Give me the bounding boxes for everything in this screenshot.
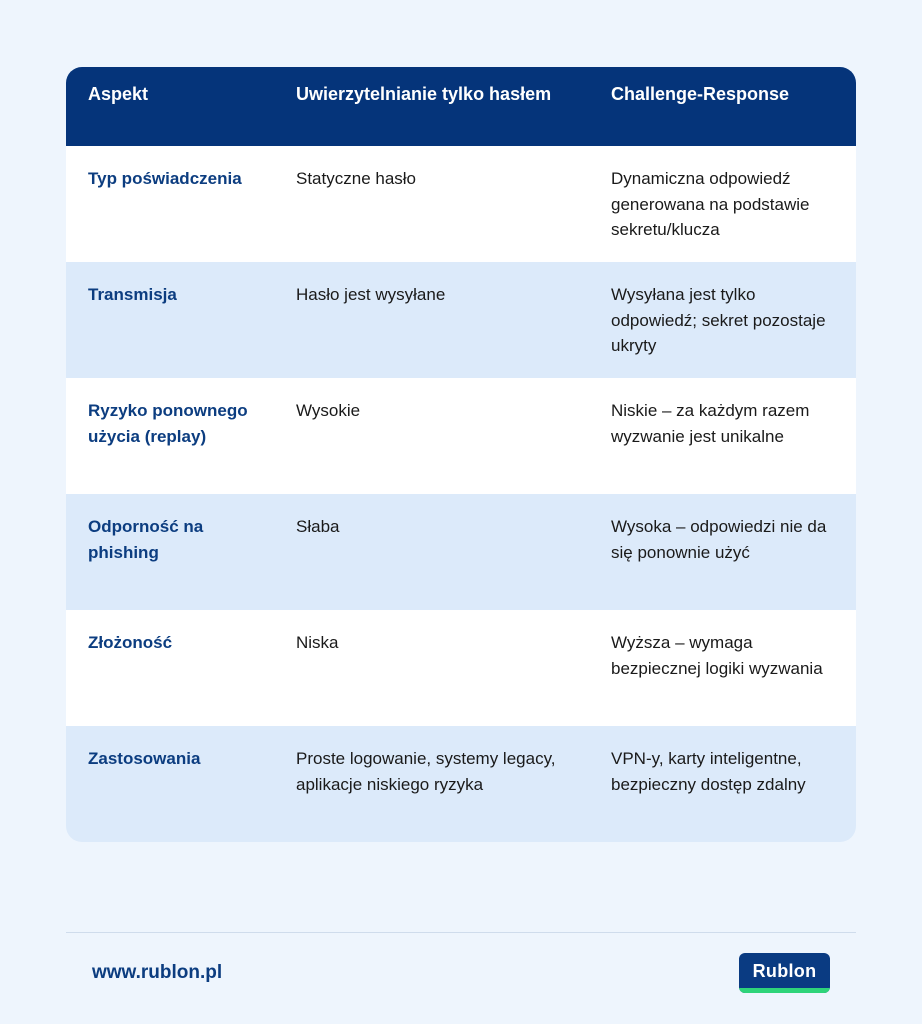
table-row <box>66 146 856 262</box>
row-aspect: Odporność na phishing <box>88 517 204 562</box>
row-challenge: Niskie – za każdym razem wyzwanie jest unikalne <box>611 401 810 446</box>
header-password-only: Uwierzytelnianie tylko hasłem <box>296 84 552 104</box>
row-challenge: VPN-y, karty inteligentne, bezpieczny dostęp zdalny <box>611 749 806 794</box>
row-aspect: Typ poświadczenia <box>88 169 242 188</box>
row-aspect: Ryzyko ponownego użycia (replay) <box>88 401 248 446</box>
footer-divider <box>66 932 856 933</box>
table-row <box>66 262 856 378</box>
row-password: Statyczne hasło <box>296 169 417 188</box>
row-password: Niska <box>296 633 339 652</box>
row-password: Wysokie <box>296 401 361 420</box>
row-challenge: Wysoka – odpowiedzi nie da się ponownie użyć <box>611 517 827 562</box>
table-row <box>66 378 856 494</box>
header-challenge-response: Challenge-Response <box>611 84 790 104</box>
row-challenge: Dynamiczna odpowiedź generowana na podstawie sekretu/klucza <box>611 169 810 239</box>
row-challenge: Wyższa – wymaga bezpiecznej logiki wyzwania <box>611 633 823 678</box>
table-row <box>66 494 856 610</box>
header-aspect: Aspekt <box>88 84 149 104</box>
row-aspect: Transmisja <box>88 285 177 304</box>
row-aspect: Zastosowania <box>88 749 201 768</box>
table-header <box>66 67 856 146</box>
row-password: Proste logowanie, systemy legacy, aplikacje niskiego ryzyka <box>296 749 556 794</box>
row-password: Hasło jest wysyłane <box>296 285 446 304</box>
logo-wordmark: Rublon <box>752 960 817 981</box>
row-aspect: Złożoność <box>88 633 173 652</box>
comparison-table <box>66 67 856 842</box>
table-row <box>66 610 856 726</box>
rublon-logo <box>739 953 830 993</box>
table-row <box>66 726 856 842</box>
row-challenge: Wysyłana jest tylko odpowiedź; sekret pozostaje ukryty <box>611 285 826 355</box>
row-password: Słaba <box>296 517 340 536</box>
website-link[interactable]: www.rublon.pl <box>92 962 223 983</box>
